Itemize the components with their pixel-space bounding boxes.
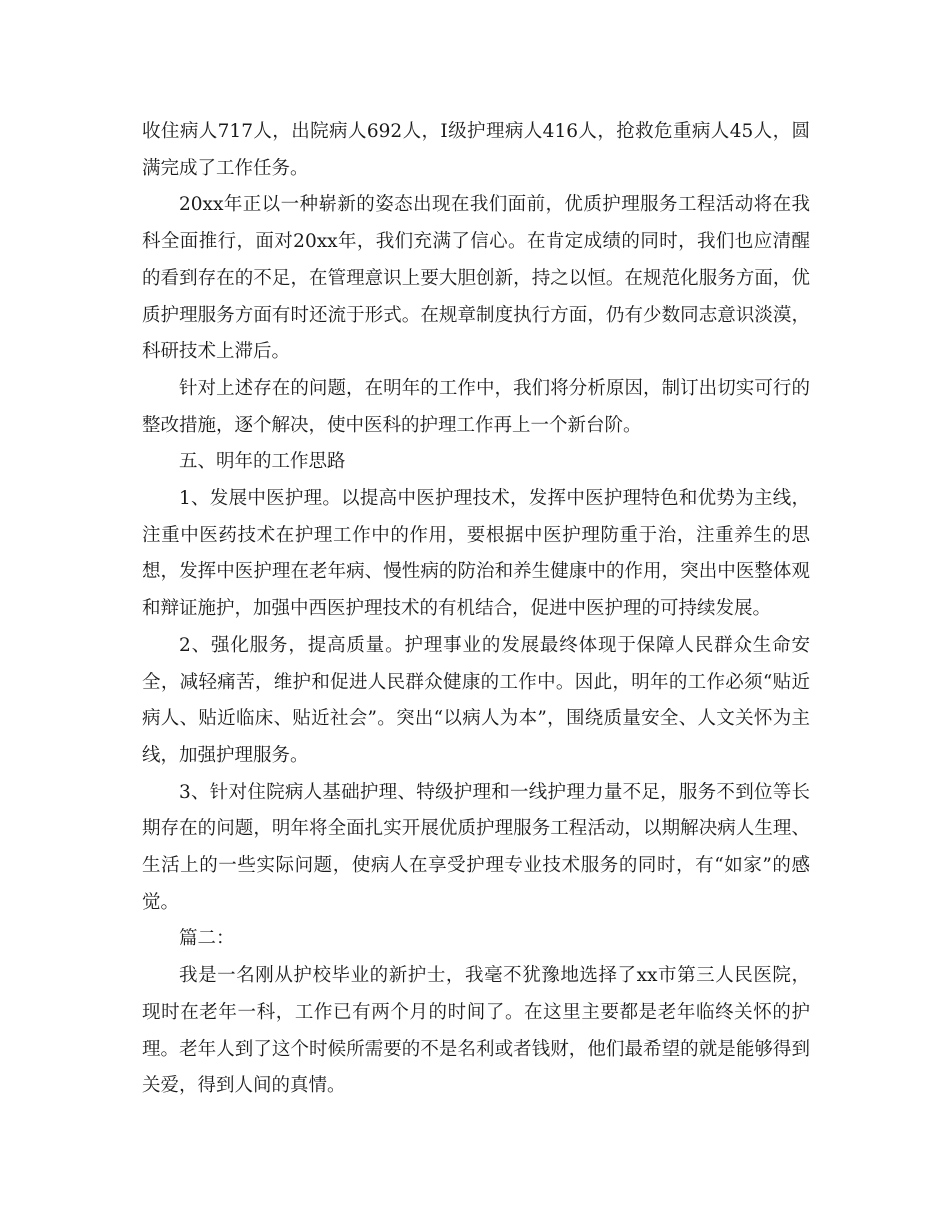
section-heading: 五、明年的工作思路 [179, 451, 346, 473]
paragraph-2: 20xx年正以一种崭新的姿态出现在我们面前，优质护理服务工程活动将在我科全面推行，面对20xx年，我们充满了信心。在肯定成绩的同时，我们也应清醒的看到存在的不足，在管理意识上要大胆创新，持之以恒。在规范化服务方面，优质护理服务方面有时还流于形式。在规章制度执行方面，仍有少数同志意识淡漠，科研技术上滞后。 [142, 194, 810, 363]
paragraph-item-2: 2、强化服务，提高质量。护理事业的发展最终体现于保障人民群众生命安全，减轻痛苦，维护和促进人民群众健康的工作中。因此，明年的工作必须“贴近病人、贴近临床、贴近社会”。突出“以病人为本”，围绕质量安全、人文关怀为主线，加强护理服务。 [142, 634, 810, 766]
paragraph-final: 我是一名刚从护校毕业的新护士，我毫不犹豫地选择了xx市第三人民医院，现时在老年一科，工作已有两个月的时间了。在这里主要都是老年临终关怀的护理。老年人到了这个时候所需要的不是名利或者钱财，他们最希望的就是能够得到关爱，得到人间的真情。 [142, 965, 810, 1097]
paragraph-3: 针对上述存在的问题，在明年的工作中，我们将分析原因，制订出切实可行的整改措施，逐个解决，使中医科的护理工作再上一个新台阶。 [142, 377, 810, 436]
paragraph-1: 收住病人717人，出院病人692人，Ⅰ级护理病人416人，抢救危重病人45人，圆满完成了工作任务。 [142, 121, 810, 179]
chapter-heading: 篇二： [179, 928, 235, 950]
document-body [142, 114, 810, 1105]
paragraph-item-3: 3、针对住院病人基础护理、特级护理和一线护理力量不足，服务不到位等长期存在的问题，明年将全面扎实开展优质护理服务工程活动，以期解决病人生理、生活上的一些实际问题，使病人在享受护理专业技术服务的同时，有“如家”的感觉。 [142, 781, 810, 913]
paragraph-item-1: 1、发展中医护理。以提高中医护理技术，发挥中医护理特色和优势为主线，注重中医药技术在护理工作中的作用，要根据中医护理防重于治，注重养生的思想，发挥中医护理在老年病、慢性病的防治和养生健康中的作用，突出中医整体观和辩证施护，加强中西医护理技术的有机结合，促进中医护理的可持续发展。 [142, 488, 810, 620]
